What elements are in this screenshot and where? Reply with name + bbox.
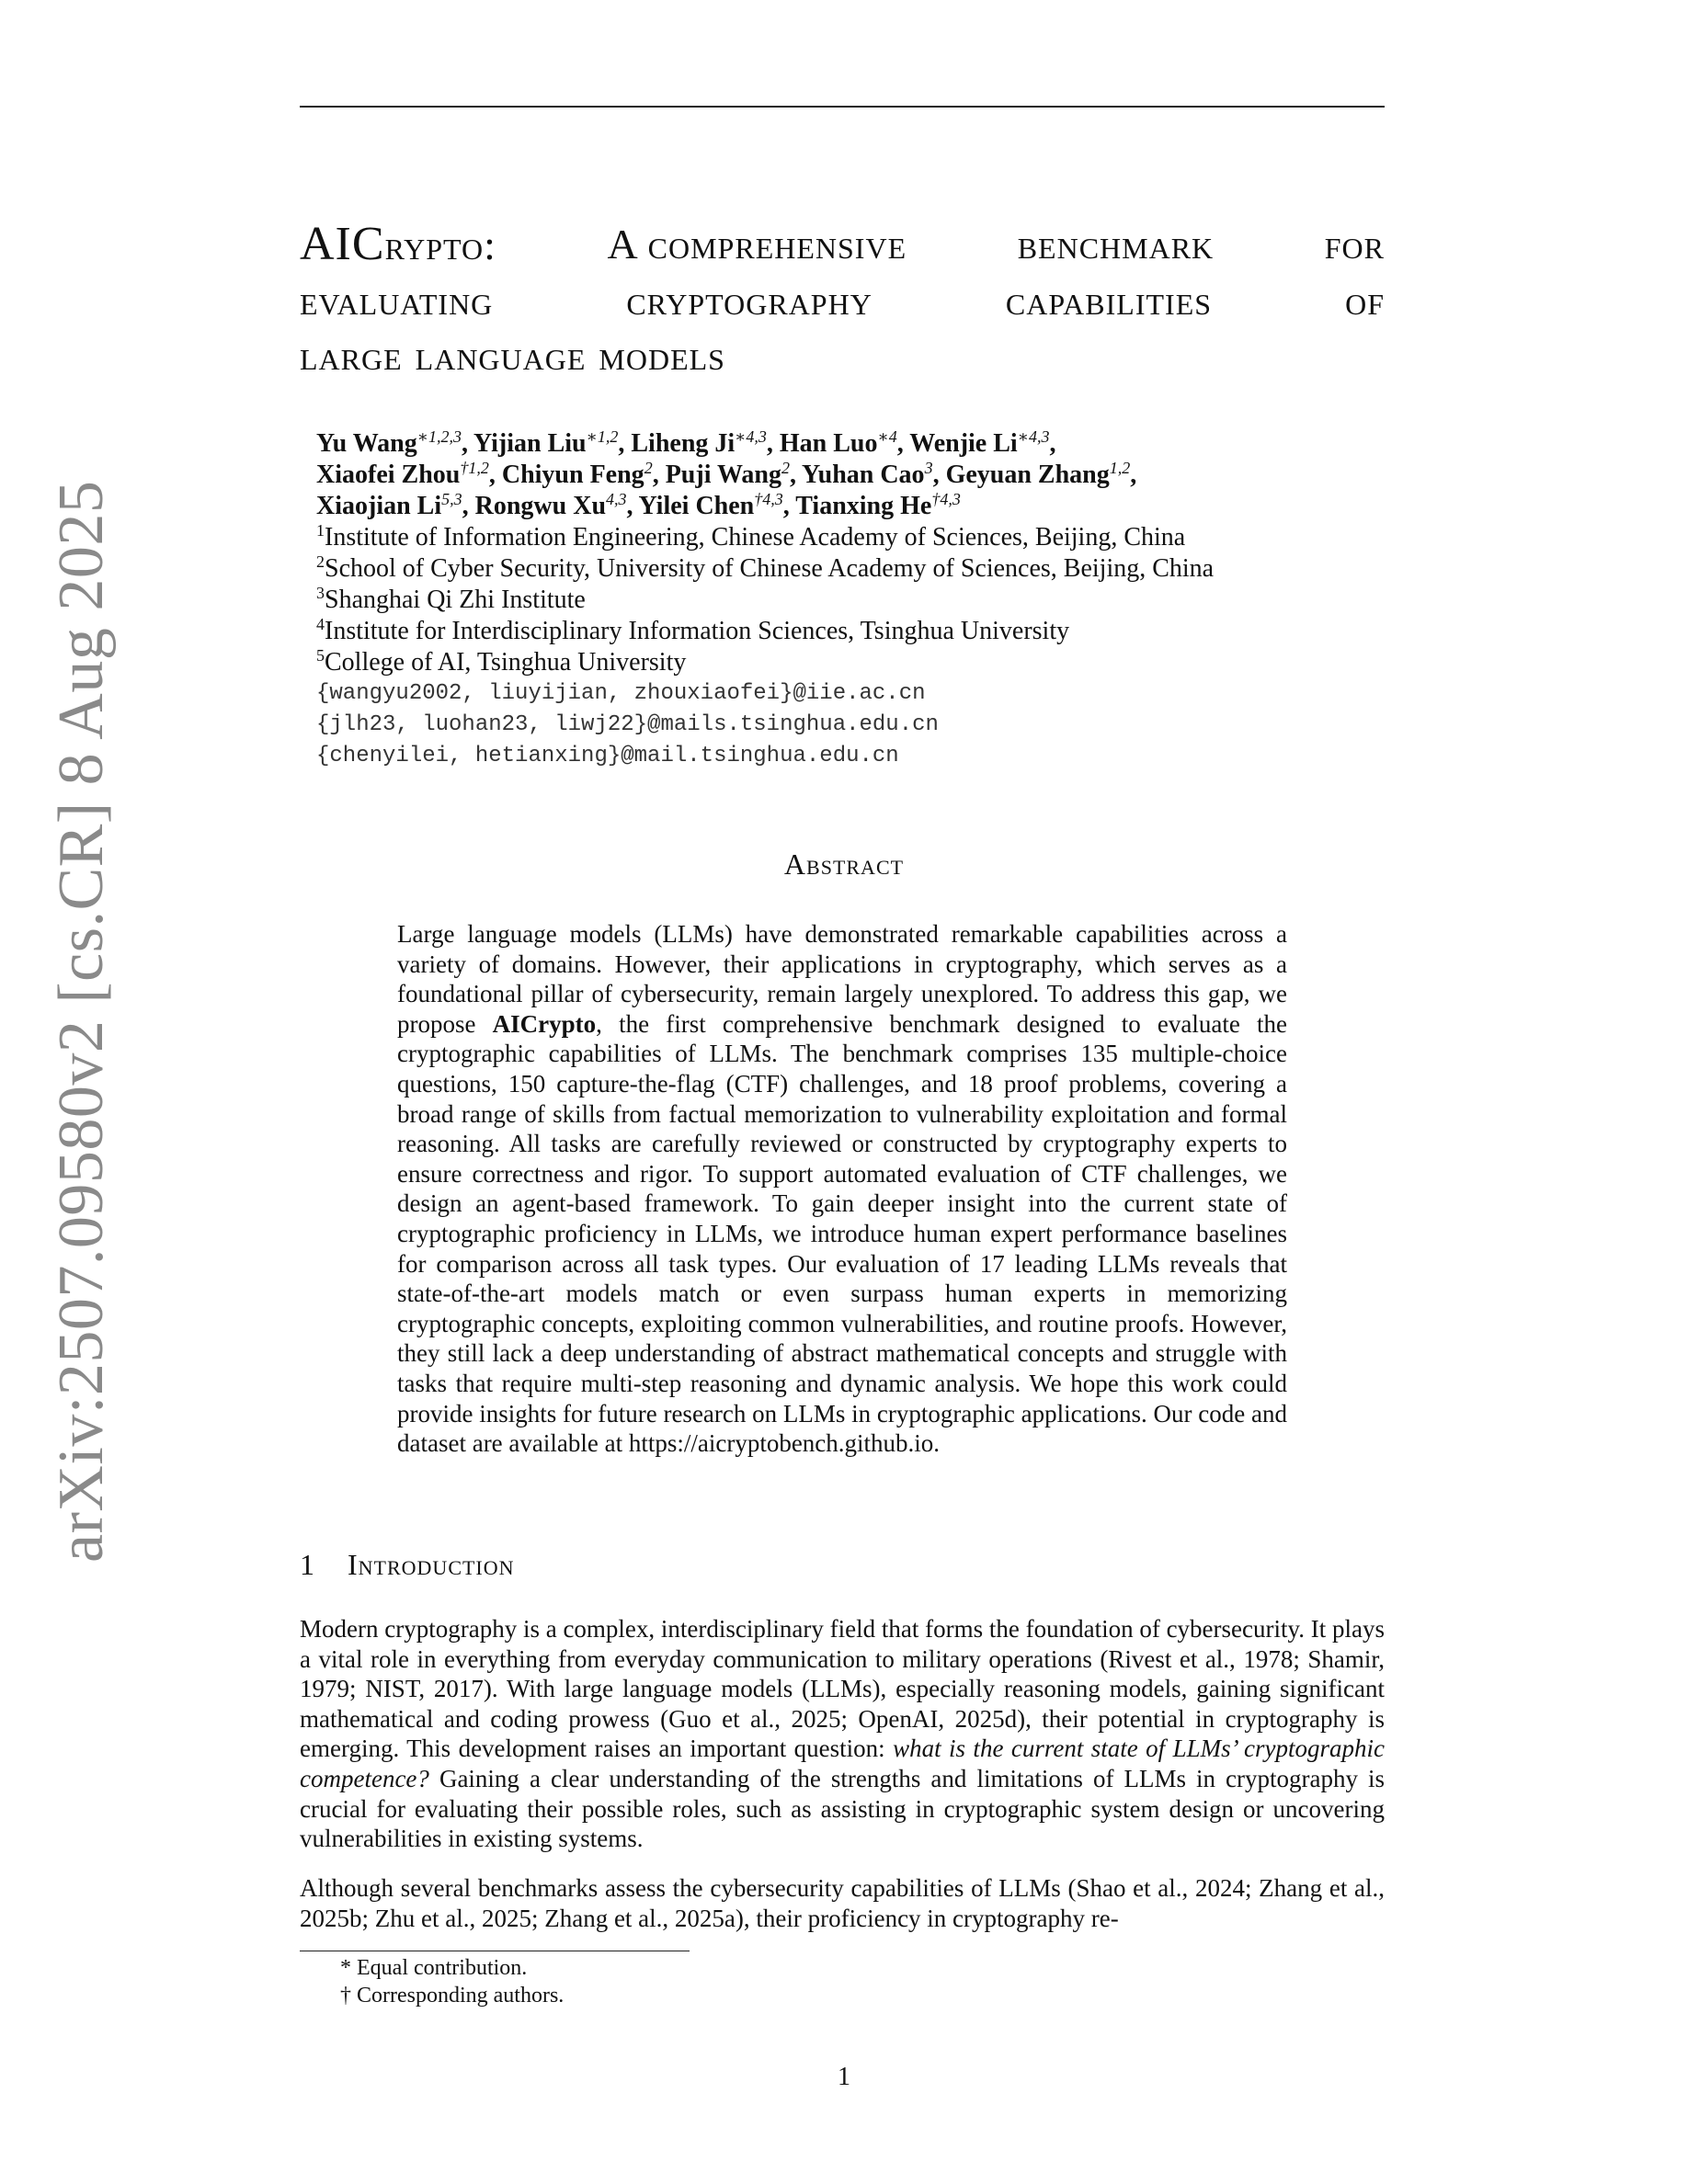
author-marks: †1,2 bbox=[460, 459, 489, 477]
author-name: Yuhan Cao bbox=[801, 461, 925, 489]
affiliation-text: Shanghai Qi Zhi Institute bbox=[325, 586, 586, 614]
affiliation bbox=[316, 616, 1383, 647]
author-name: Geyuan Zhang bbox=[945, 461, 1110, 489]
author-sep: , bbox=[896, 429, 910, 458]
author-row-3 bbox=[316, 491, 1383, 522]
footnote-corresponding: † Corresponding authors. bbox=[340, 1984, 565, 2008]
abstract-text bbox=[397, 919, 1287, 1459]
title-word: cryptography bbox=[626, 277, 873, 324]
paragraph-text: Gaining a clear understanding of the strengths and limitations of LLMs in cryptography is crucial for evaluating their possible roles, such as assisting in cryptographic system design or uncovering vulnerabilities in existing systems. bbox=[300, 1764, 1385, 1853]
author-sep: , bbox=[932, 461, 946, 489]
affiliation bbox=[316, 585, 1383, 616]
intro-paragraph-1 bbox=[300, 1614, 1385, 1854]
author-marks: 2 bbox=[644, 459, 653, 477]
author-name: Liheng Ji bbox=[631, 429, 736, 458]
author-sep: , bbox=[1130, 461, 1137, 489]
author-name: Tianxing He bbox=[795, 492, 932, 520]
email-line[interactable]: {wangyu2002, liuyijian, zhouxiaofei}@iie.ac.cn bbox=[316, 681, 926, 706]
abstract-text-part: Large language models (LLMs) have demonstrated remarkable capabilities across a variety of domains. However, their applications in cryptography, which serves as a foundational pillar of cybersecurity, remain largely unexplored. To address this gap, we propose bbox=[397, 920, 1287, 1038]
author-sep: , bbox=[652, 461, 666, 489]
title-word: models bbox=[599, 332, 725, 379]
footnote-equal-contribution: * Equal contribution. bbox=[340, 1956, 528, 1980]
title-word: AICrypto: bbox=[300, 218, 496, 270]
author-sep: , bbox=[488, 461, 502, 489]
affiliation-text: College of AI, Tsinghua University bbox=[325, 648, 687, 677]
affiliation-number: 4 bbox=[316, 615, 325, 633]
author-marks: 5,3 bbox=[441, 490, 462, 508]
author-marks: 2 bbox=[781, 459, 790, 477]
title-word: A comprehensive bbox=[607, 221, 907, 267]
paragraph-text: Modern cryptography is a complex, interdisciplinary field that forms the foundation of cybersecurity. It plays a vital role in everything from everyday communication to military operations (Rivest et al., 1978; Shamir, 1979; NIST, 2017). With large language models (LLMs), especially reasoning models, gaining significant mathematical and coding prowess (Guo et al., 2025; OpenAI, 2025d), their potential in cryptography is emerging. This development raises an important question: bbox=[300, 1615, 1385, 1763]
title-word: for bbox=[1324, 221, 1385, 267]
paper-title bbox=[300, 217, 1385, 383]
title-word: language bbox=[415, 332, 587, 379]
section-title: Introduction bbox=[348, 1548, 515, 1581]
author-marks: ∗4 bbox=[877, 427, 897, 446]
author-name: Xiaofei Zhou bbox=[316, 461, 461, 489]
affiliation-number: 5 bbox=[316, 646, 325, 665]
abstract-heading: Abstract bbox=[783, 847, 905, 881]
abstract-text-part: , the first comprehensive benchmark designed to evaluate the cryptographic capabilities of LLMs. The benchmark comprises 135 multiple-choice questions, 150 capture-the-flag (CTF) challenges, and 18 proof problems, covering a broad range of skills from factual memorization to vulnerability exploitation and formal reasoning. All tasks are carefully reviewed or constructed by cryptography experts to ensure correctness and rigor. To support automated evaluation of CTF challenges, we design an agent-based framework. To gain deeper insight into the current state of cryptographic proficiency in LLMs, we introduce human expert performance baselines for comparison across all task types. Our evaluation of 17 leading LLMs reveals that state-of-the-art models match or even surpass human experts in memorizing cryptographic concepts, exploiting common vulnerabilities, and routine proofs. However, they still lack a deep understanding of abstract mathematical concepts and struggle with tasks that require multi-step reasoning and dynamic analysis. We hope this work could provide insights for future research on LLMs in cryptographic applications. Our code and dataset are available at https://aicryptobench.github.io. bbox=[397, 1009, 1288, 1458]
author-name: Yu Wang bbox=[316, 429, 417, 458]
author-marks: †4,3 bbox=[754, 490, 783, 508]
title-word: benchmark bbox=[1017, 221, 1215, 267]
author-marks: ∗4,3 bbox=[1017, 427, 1050, 446]
author-row-1 bbox=[316, 428, 1383, 460]
author-name: Chiyun Feng bbox=[501, 461, 644, 489]
footnotes bbox=[340, 1954, 564, 2009]
author-marks: 4,3 bbox=[606, 490, 627, 508]
section-number: 1 bbox=[300, 1548, 315, 1581]
research-question: what is the current state of LLMs’ cryptographic competence? bbox=[300, 1735, 1385, 1792]
affiliation-number: 2 bbox=[316, 552, 325, 571]
affiliation-text: School of Cyber Security, University of Chinese Academy of Sciences, Beijing, China bbox=[325, 554, 1215, 583]
author-sep: , bbox=[1049, 429, 1056, 458]
author-name: Yilei Chen bbox=[638, 492, 755, 520]
page-number: 1 bbox=[838, 2063, 850, 2091]
author-sep: , bbox=[462, 492, 475, 520]
affiliation-text: Institute for Interdisciplinary Information Sciences, Tsinghua University bbox=[325, 617, 1070, 645]
intro-paragraph-2: Although several benchmarks assess the cybersecurity capabilities of LLMs (Shao et al., 2024; Zhang et al., 2025b; Zhu et al., 2025; Zhang et al., 2025a), their proficiency in cryptography re- bbox=[300, 1874, 1385, 1932]
affiliation-number: 1 bbox=[316, 521, 325, 540]
author-sep: , bbox=[461, 429, 473, 458]
title-line-3 bbox=[300, 328, 1385, 383]
header-rule bbox=[300, 106, 1385, 108]
section-heading bbox=[300, 1548, 515, 1582]
affiliation-number: 3 bbox=[316, 584, 325, 602]
author-sep: , bbox=[766, 429, 780, 458]
author-row-2 bbox=[316, 460, 1383, 491]
affiliation bbox=[316, 647, 1383, 678]
affiliation bbox=[316, 522, 1383, 553]
title-line-2 bbox=[300, 273, 1385, 328]
affiliation-text: Institute of Information Engineering, Chinese Academy of Sciences, Beijing, China bbox=[325, 523, 1186, 552]
title-word: large bbox=[300, 332, 403, 379]
email-line[interactable]: {chenyilei, hetianxing}@mail.tsinghua.edu.cn bbox=[316, 744, 899, 768]
author-marks: 1,2 bbox=[1109, 459, 1131, 477]
author-block bbox=[316, 428, 1383, 772]
benchmark-name: AICrypto bbox=[492, 1009, 597, 1038]
author-name: Puji Wang bbox=[665, 461, 781, 489]
author-name: Rongwu Xu bbox=[474, 492, 607, 520]
author-sep: , bbox=[618, 429, 632, 458]
title-word: capabilities bbox=[1005, 277, 1213, 324]
author-marks: ∗4,3 bbox=[735, 427, 767, 446]
author-name: Wenjie Li bbox=[909, 429, 1018, 458]
affiliation bbox=[316, 553, 1383, 585]
author-name: Yijian Liu bbox=[473, 429, 587, 458]
arxiv-side-stamp: arXiv:2507.09580v2 [cs.CR] 8 Aug 2025 bbox=[46, 480, 117, 1563]
author-marks: †4,3 bbox=[931, 490, 961, 508]
author-marks: 3 bbox=[924, 459, 933, 477]
author-name: Xiaojian Li bbox=[316, 492, 442, 520]
author-marks: ∗1,2 bbox=[586, 427, 619, 446]
author-marks: ∗1,2,3 bbox=[416, 427, 462, 446]
title-word: evaluating bbox=[300, 277, 494, 324]
author-sep: , bbox=[626, 492, 639, 520]
author-sep: , bbox=[790, 461, 802, 489]
author-sep: , bbox=[782, 492, 796, 520]
email-line[interactable]: {jlh23, luohan23, liwj22}@mails.tsinghua.edu.cn bbox=[316, 712, 939, 737]
title-word: of bbox=[1345, 277, 1385, 324]
author-name: Han Luo bbox=[779, 429, 878, 458]
title-line-1 bbox=[300, 217, 1385, 273]
